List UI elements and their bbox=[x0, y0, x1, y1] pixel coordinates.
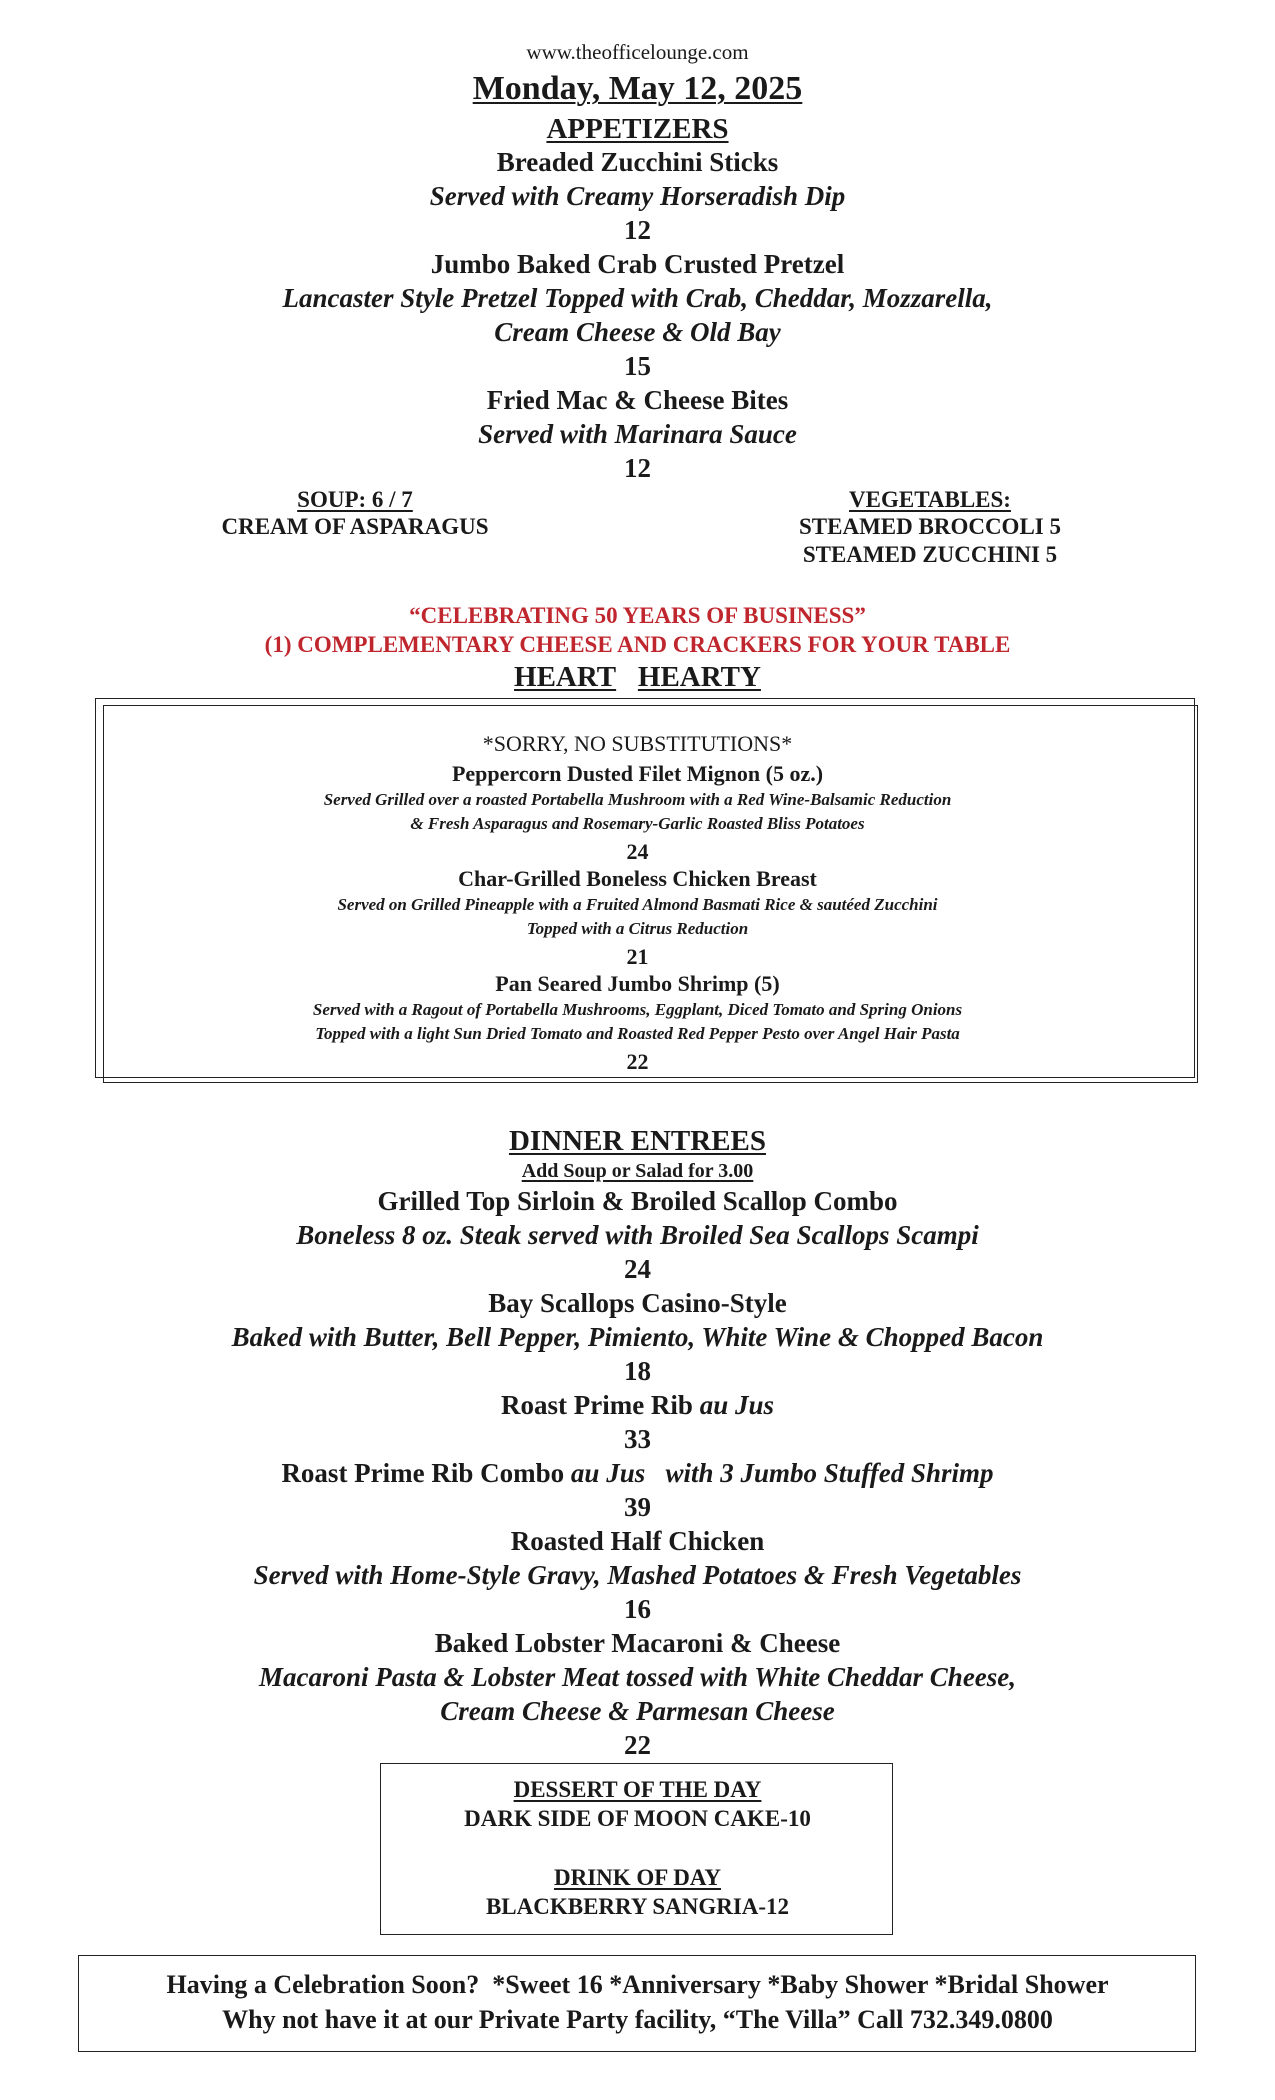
no-substitutions-notice: *SORRY, NO SUBSTITUTIONS* bbox=[482, 731, 793, 756]
hearty-item-desc: Topped with a Citrus Reduction bbox=[526, 919, 749, 938]
appetizer-name: Breaded Zucchini Sticks bbox=[496, 147, 779, 177]
appetizer-name: Fried Mac & Cheese Bites bbox=[486, 385, 789, 415]
website-url: www.theofficelounge.com bbox=[526, 40, 749, 64]
hearty-item-desc: Served Grilled over a roasted Portabella Mushroom with a Red Wine-Balsamic Reduction bbox=[323, 790, 952, 809]
menu-date: Monday, May 12, 2025 bbox=[472, 70, 803, 107]
appetizer-desc: Cream Cheese & Old Bay bbox=[494, 317, 781, 347]
appetizer-desc: Served with Creamy Horseradish Dip bbox=[429, 181, 846, 211]
appetizer-price: 12 bbox=[624, 453, 651, 483]
entree-desc: Served with Home-Style Gravy, Mashed Potatoes & Fresh Vegetables bbox=[253, 1560, 1022, 1590]
appetizer-desc: Lancaster Style Pretzel Topped with Crab, Cheddar, Mozzarella, bbox=[282, 283, 993, 313]
appetizers-heading: APPETIZERS bbox=[546, 113, 729, 145]
hearty-item-name: Char-Grilled Boneless Chicken Breast bbox=[458, 866, 817, 891]
entree-name: Baked Lobster Macaroni & Cheese bbox=[434, 1628, 841, 1658]
drink-heading: DRINK OF DAY bbox=[554, 1865, 721, 1890]
entree-name: Roasted Half Chicken bbox=[510, 1526, 765, 1556]
hearty-item-desc: Topped with a light Sun Dried Tomato and Roasted Red Pepper Pesto over Angel Hair Pasta bbox=[315, 1024, 960, 1043]
entree-name: Grilled Top Sirloin & Broiled Scallop Combo bbox=[377, 1186, 898, 1216]
dessert-item: DARK SIDE OF MOON CAKE-10 bbox=[464, 1806, 811, 1831]
appetizer-price: 15 bbox=[624, 351, 651, 381]
entree-price: 18 bbox=[624, 1356, 651, 1386]
entree-desc: Boneless 8 oz. Steak served with Broiled Sea Scallops Scampi bbox=[296, 1220, 979, 1250]
entree-price: 16 bbox=[624, 1594, 651, 1624]
vegetable-item: STEAMED BROCCOLI 5 bbox=[799, 514, 1061, 539]
dessert-heading: DESSERT OF THE DAY bbox=[513, 1777, 762, 1802]
soup-item: CREAM OF ASPARAGUS bbox=[221, 514, 489, 539]
hearty-item-price: 22 bbox=[626, 1049, 649, 1074]
vegetables-heading: VEGETABLES: bbox=[849, 487, 1011, 512]
soup-heading: SOUP: 6 / 7 bbox=[297, 487, 413, 512]
entree-name: Roast Prime Rib au Jus bbox=[500, 1390, 774, 1420]
hearty-item-name: Pan Seared Jumbo Shrimp (5) bbox=[495, 971, 780, 996]
entrees-heading: DINNER ENTREES bbox=[508, 1125, 767, 1157]
entree-price: 24 bbox=[624, 1254, 651, 1284]
entrees-subheading: Add Soup or Salad for 3.00 bbox=[521, 1160, 754, 1182]
entree-price: 22 bbox=[624, 1730, 651, 1760]
entree-price: 33 bbox=[624, 1424, 651, 1454]
vegetable-item: STEAMED ZUCCHINI 5 bbox=[802, 542, 1058, 567]
footer-line-1: Having a Celebration Soon? *Sweet 16 *Anniversary *Baby Shower *Bridal Shower bbox=[166, 1970, 1109, 1999]
hearty-item-price: 24 bbox=[626, 839, 649, 864]
entree-price: 39 bbox=[624, 1492, 651, 1522]
drink-item: BLACKBERRY SANGRIA-12 bbox=[485, 1894, 790, 1919]
footer-line-2: Why not have it at our Private Party facility, “The Villa” Call 732.349.0800 bbox=[222, 2005, 1053, 2034]
entree-name: Bay Scallops Casino-Style bbox=[488, 1288, 787, 1318]
promo-line-2: (1) COMPLEMENTARY CHEESE AND CRACKERS FOR YOUR TABLE bbox=[264, 632, 1011, 657]
heart-hearty-heading: HEART HEARTY bbox=[514, 661, 761, 693]
hearty-item-name: Peppercorn Dusted Filet Mignon (5 oz.) bbox=[451, 761, 824, 786]
hearty-item-price: 21 bbox=[626, 944, 649, 969]
hearty-item-desc: & Fresh Asparagus and Rosemary-Garlic Roasted Bliss Potatoes bbox=[410, 814, 865, 833]
appetizer-name: Jumbo Baked Crab Crusted Pretzel bbox=[430, 249, 845, 279]
promo-line-1: “CELEBRATING 50 YEARS OF BUSINESS” bbox=[409, 603, 866, 628]
entree-desc: Cream Cheese & Parmesan Cheese bbox=[440, 1696, 835, 1726]
entree-desc: Baked with Butter, Bell Pepper, Pimiento, White Wine & Chopped Bacon bbox=[231, 1322, 1044, 1352]
entree-name: Roast Prime Rib Combo au Jus with 3 Jumbo Stuffed Shrimp bbox=[281, 1458, 994, 1488]
hearty-item-desc: Served with a Ragout of Portabella Mushrooms, Eggplant, Diced Tomato and Spring Onions bbox=[312, 1000, 963, 1019]
appetizer-price: 12 bbox=[624, 215, 651, 245]
appetizer-desc: Served with Marinara Sauce bbox=[478, 419, 797, 449]
entree-desc: Macaroni Pasta & Lobster Meat tossed with White Cheddar Cheese, bbox=[258, 1662, 1017, 1692]
hearty-item-desc: Served on Grilled Pineapple with a Fruited Almond Basmati Rice & sautéed Zucchini bbox=[337, 895, 938, 914]
